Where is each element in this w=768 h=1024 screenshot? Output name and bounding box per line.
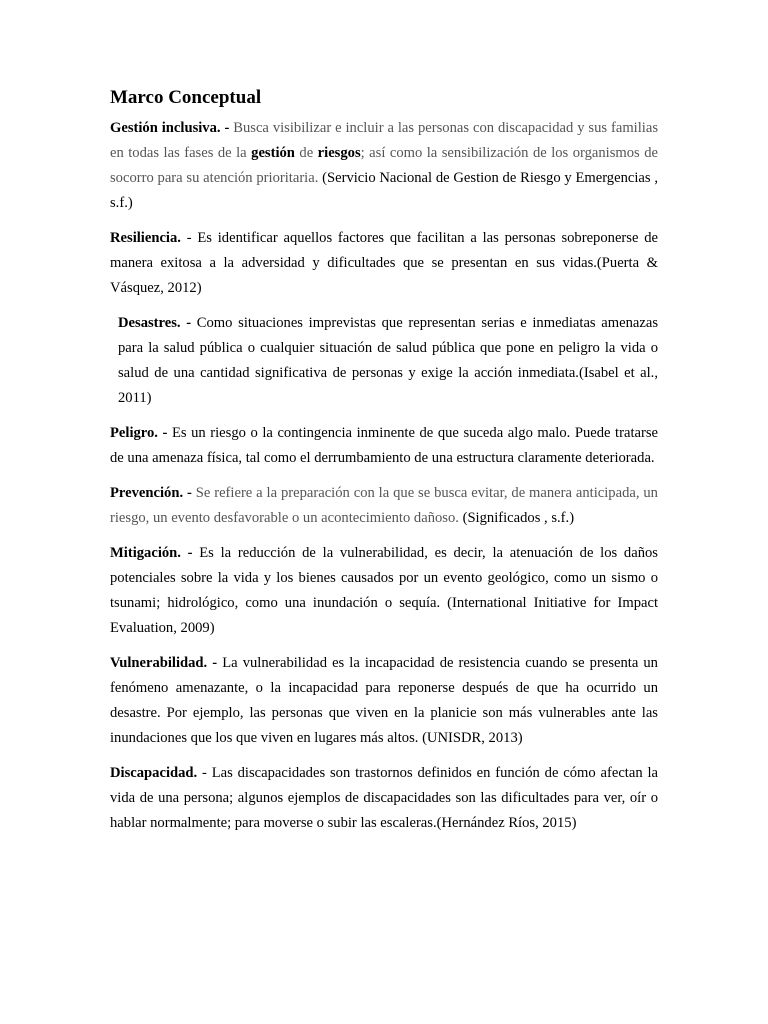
- definition-text: Como situaciones imprevistas que representan serias e inmediatas amenazas para la salud pública o cualquier situación de salud pública que pone en peligro la vida o salud de una cantidad significativa de personas y exige la acción inmediata.: [118, 315, 658, 381]
- definition-text: La vulnerabilidad es la incapacidad de resistencia cuando se presenta un fenómeno amenazante, o la incapacidad para reponerse después de que ha ocurrido un desastre. Por ejemplo, las personas que viven en la planicie son más vulnerables ante las inundaciones que los que viven en lugares más altos.: [110, 655, 658, 746]
- term-prevencion: Prevención. -: [110, 485, 192, 501]
- paragraph-prevencion: [110, 481, 658, 531]
- paragraph-resiliencia: [110, 226, 658, 301]
- definition-text: de: [294, 145, 318, 161]
- paragraph-mitigacion: [110, 541, 658, 641]
- definition-text: Es un riesgo o la contingencia inminente de que suceda algo malo. Puede tratarse de una amenaza física, tal como el derrumbamiento de una estructura claramente deteriorada.: [110, 425, 658, 466]
- term-desastres: Desastres. -: [118, 315, 192, 331]
- paragraph-discapacidad: [110, 761, 658, 836]
- term-peligro: Peligro. -: [110, 425, 168, 441]
- document-page: [110, 86, 658, 846]
- term-resiliencia: Resiliencia.: [110, 230, 181, 246]
- term-gestion-inclusiva: Gestión inclusiva. -: [110, 120, 230, 136]
- paragraph-peligro: [110, 421, 658, 471]
- citation: (Servicio Nacional de Gestion de Riesgo y Emergencias , s.f.): [110, 170, 658, 211]
- definition-text: - Es identificar aquellos factores que facilitan a las personas sobreponerse de manera exitosa a la adversidad y dificultades que se presentan en sus vidas.: [110, 230, 658, 271]
- definition-text: Busca visibilizar e incluir a las personas con discapacidad y sus familias en todas las fases de la: [110, 120, 659, 161]
- paragraph-desastres: [110, 311, 658, 411]
- definition-text: Se refiere a la preparación con la que se busca evitar, de manera anticipada, un riesgo, un evento desfavorable o un acontecimiento dañoso.: [110, 485, 658, 526]
- definition-text: Es la reducción de la vulnerabilidad, es decir, la atenuación de los daños potenciales sobre la vida y los bienes causados por un evento geológico, como un sismo o tsunami; hidrológico, como una inundación o sequía.: [110, 545, 658, 611]
- paragraph-gestion-inclusiva: [110, 116, 658, 216]
- paragraph-vulnerabilidad: [110, 651, 658, 751]
- bold-word-gestion: gestión: [251, 145, 295, 161]
- citation: (International Initiative for Impact Evaluation, 2009): [110, 595, 658, 636]
- citation: (Hernández Ríos, 2015): [436, 815, 577, 831]
- page-title: Marco Conceptual: [110, 87, 262, 108]
- citation: (Isabel et al., 2011): [118, 365, 658, 406]
- bold-word-riesgos: riesgos: [317, 145, 361, 161]
- term-discapacidad: Discapacidad.: [110, 765, 198, 781]
- term-mitigacion: Mitigación. -: [110, 545, 193, 561]
- definition-text: ; así como la sensibilización de los organismos de socorro para su atención prioritaria.: [110, 145, 658, 186]
- citation: (UNISDR, 2013): [418, 730, 523, 746]
- citation: (Significados , s.f.): [458, 510, 575, 526]
- citation: (Puerta & Vásquez, 2012): [110, 255, 658, 296]
- term-vulnerabilidad: Vulnerabilidad. -: [110, 655, 218, 671]
- definition-text: - Las discapacidades son trastornos definidos en función de cómo afectan la vida de una persona; algunos ejemplos de discapacidades son las dificultades para ver, oír o hablar normalmente; para moverse o subir las escaleras.: [110, 765, 658, 831]
